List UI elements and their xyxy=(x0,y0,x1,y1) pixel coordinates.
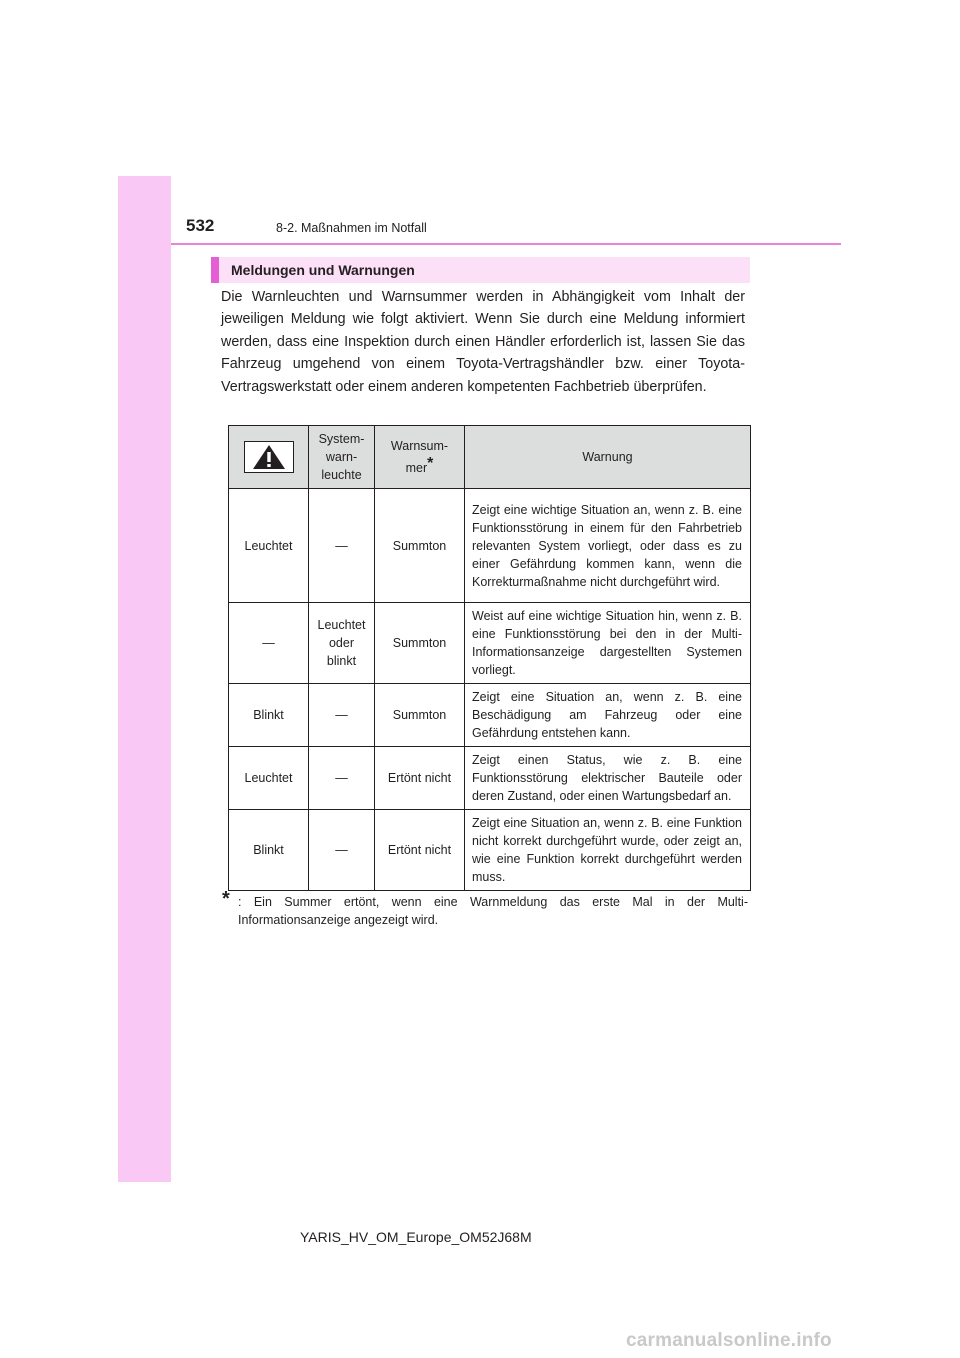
cell-system-light: — xyxy=(309,489,375,603)
footnote-mark: * xyxy=(222,888,230,910)
cell-warning: Weist auf eine wichtige Situation hin, wenn z. B. eine Funktionsstörung bei den in der Multi-Informationsanzeige dargestellten Systemen vorliegt. xyxy=(465,603,751,684)
side-tab-bar xyxy=(118,176,171,1182)
cell-buzzer: Summton xyxy=(375,603,465,684)
header-buzzer-footnote-mark: * xyxy=(427,455,434,472)
cell-warning: Zeigt eine Situation an, wenn z. B. eine Beschädigung am Fahrzeug oder eine Gefährdung entstehen kann. xyxy=(465,684,751,747)
cell-icon-status: — xyxy=(229,603,309,684)
cell-icon-status: Blinkt xyxy=(229,684,309,747)
footnote-text: : Ein Summer ertönt, wenn eine Warnmeldung das erste Mal in der Multi-Informationsanzeige angezeigt wird. xyxy=(238,895,748,927)
table-header-row xyxy=(229,426,751,489)
master-warning-triangle-icon xyxy=(244,441,294,473)
header-icon-cell xyxy=(229,426,309,489)
intro-paragraph: Die Warnleuchten und Warnsummer werden in Abhängigkeit vom Inhalt der jeweiligen Meldung wie folgt aktiviert. Wenn Sie durch eine Meldung informiert werden, dass eine Inspektion durch einen Händler erforderlich ist, lassen Sie das Fahrzeug umgehend von einem Toyota-Vertragshändler bzw. einer Toyota-Vertragswerkstatt oder einem anderen kompetenten Fachbetrieb überprüfen. xyxy=(221,289,745,395)
header-system-light xyxy=(309,426,375,489)
cell-buzzer: Summton xyxy=(375,684,465,747)
site-watermark: carmanualsonline.info xyxy=(626,1330,832,1351)
footnote xyxy=(222,888,748,929)
cell-icon-status: Leuchtet xyxy=(229,747,309,810)
table-row xyxy=(229,489,751,603)
table-row xyxy=(229,747,751,810)
header-divider xyxy=(171,243,841,245)
table-row xyxy=(229,603,751,684)
cell-system-light: — xyxy=(309,747,375,810)
section-heading xyxy=(211,257,750,283)
cell-system-light: — xyxy=(309,684,375,747)
cell-buzzer: Ertönt nicht xyxy=(375,810,465,891)
table-row xyxy=(229,810,751,891)
section-title: 8-2. Maßnahmen im Notfall xyxy=(276,221,427,235)
cell-buzzer: Summton xyxy=(375,489,465,603)
section-heading-text: Meldungen und Warnungen xyxy=(231,262,415,278)
document-id: YARIS_HV_OM_Europe_OM52J68M xyxy=(300,1229,532,1245)
header-buzzer xyxy=(375,426,465,489)
cell-warning: Zeigt eine Situation an, wenn z. B. eine Funktion nicht korrekt durchgeführt wurde, oder zeigt an, wie eine Funktion korrekt durchgeführt werden muss. xyxy=(465,810,751,891)
cell-warning: Zeigt eine wichtige Situation an, wenn z. B. eine Funktionsstörung in einem für den Fahrbetrieb relevanten System vorliegt, oder dass es zu einer Gefährdung kommen kann, wenn die Korrekturmaßnahme nicht durchgeführt wird. xyxy=(465,489,751,603)
cell-warning: Zeigt einen Status, wie z. B. eine Funktionsstörung elektrischer Bauteile oder deren Zustand, oder einen Wartungsbedarf an. xyxy=(465,747,751,810)
header-buzzer-text: Warnsum- mer xyxy=(390,439,449,475)
cell-buzzer: Ertönt nicht xyxy=(375,747,465,810)
header-warning: Warnung xyxy=(465,426,751,489)
warning-table xyxy=(228,425,751,891)
cell-icon-status: Blinkt xyxy=(229,810,309,891)
page-number: 532 xyxy=(186,216,215,235)
cell-system-light: — xyxy=(309,810,375,891)
cell-system-light: Leuchtet oder blinkt xyxy=(309,603,375,684)
header-system-light-text: System- warn- leuchte xyxy=(318,432,365,482)
table-row xyxy=(229,684,751,747)
cell-icon-status: Leuchtet xyxy=(229,489,309,603)
